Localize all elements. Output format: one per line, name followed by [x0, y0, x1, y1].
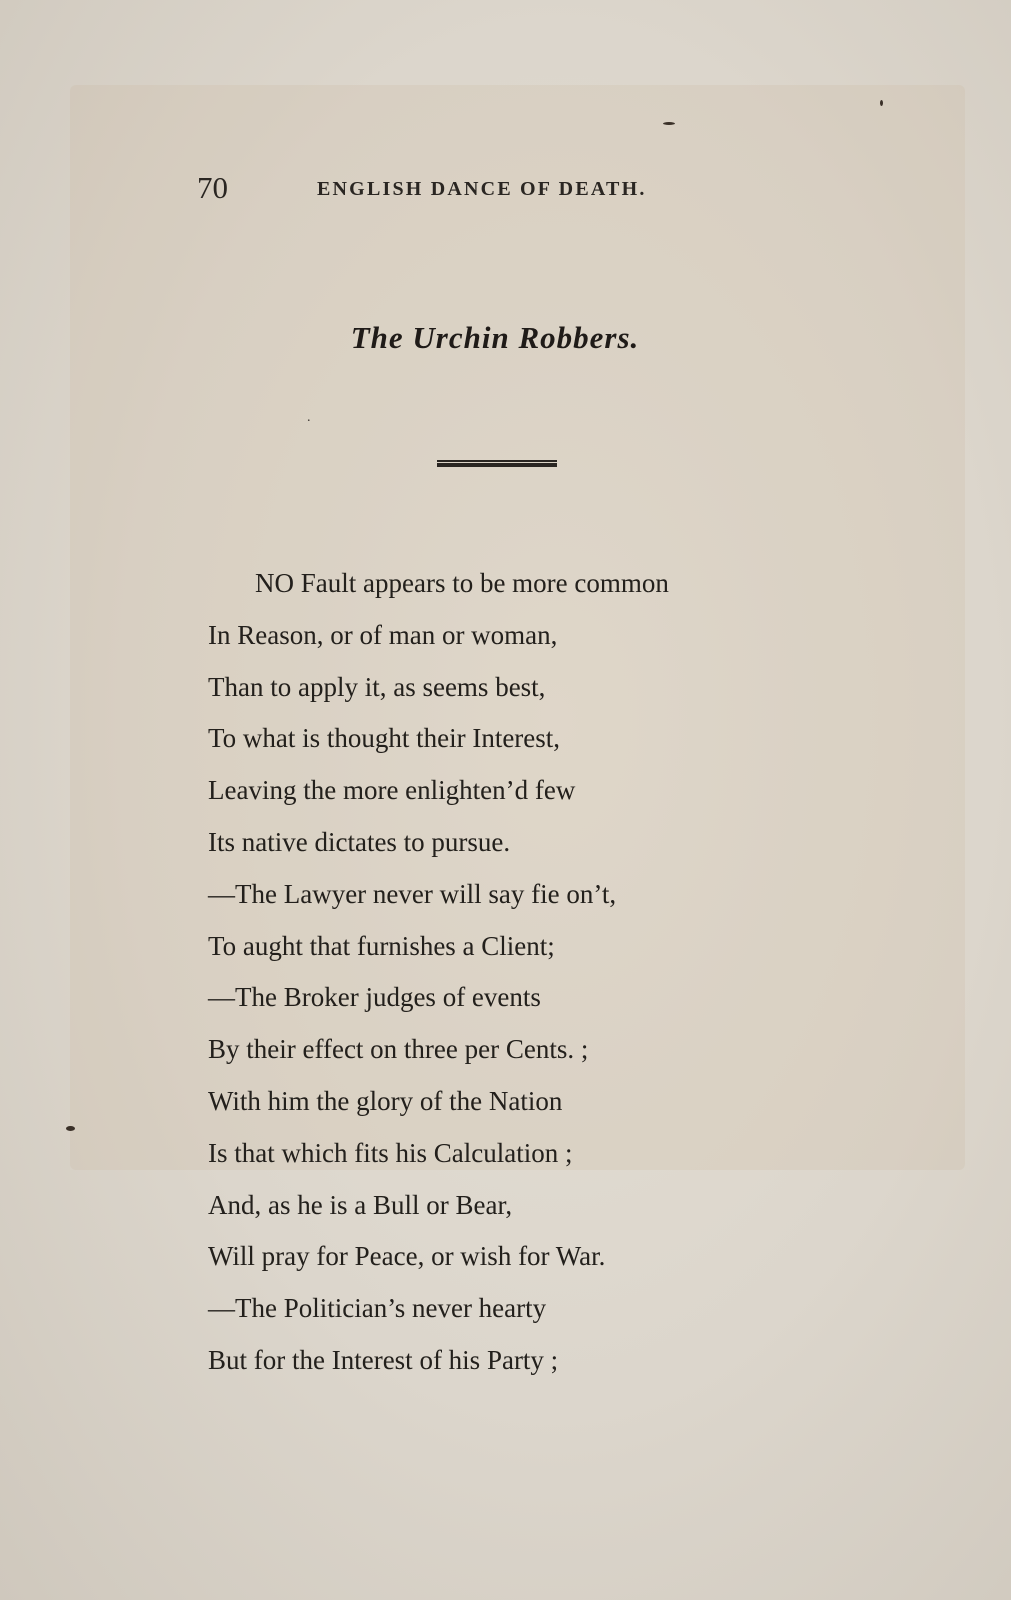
poem-line: —The Politician’s never hearty: [208, 1293, 547, 1324]
page-number: 70: [197, 170, 228, 205]
poem-line: In Reason, or of man or woman,: [208, 619, 558, 650]
section-title: The Urchin Robbers.: [350, 320, 640, 355]
poem-line: Than to apply it, as seems best,: [208, 671, 546, 702]
poem-line: And, as he is a Bull or Bear,: [208, 1189, 513, 1220]
poem-line: NO Fault appears to be more common: [255, 568, 669, 598]
poem-line: By their effect on three per Cents. ;: [208, 1034, 589, 1065]
poem-body: [208, 558, 828, 1387]
poem-line: But for the Interest of his Party ;: [208, 1344, 559, 1375]
poem-line: —The Broker judges of events: [208, 982, 541, 1013]
poem-line: To aught that furnishes a Client;: [208, 930, 555, 961]
double-rule-divider: [437, 460, 557, 468]
running-head: ENGLISH DANCE OF DEATH.: [317, 178, 647, 200]
poem-line: With him the glory of the Nation: [208, 1085, 563, 1116]
poem-line: Its native dictates to pursue.: [208, 826, 511, 857]
poem-line: To what is thought their Interest,: [208, 723, 561, 754]
page-header: [197, 170, 677, 210]
ornament-dot: .: [307, 410, 311, 425]
poem-line: Is that which fits his Calculation ;: [208, 1137, 573, 1168]
poem-line: —The Lawyer never will say fie on’t,: [208, 878, 617, 909]
poem-line: Leaving the more enlighten’d few: [208, 775, 576, 806]
poem-line: Will pray for Peace, or wish for War.: [208, 1241, 606, 1272]
